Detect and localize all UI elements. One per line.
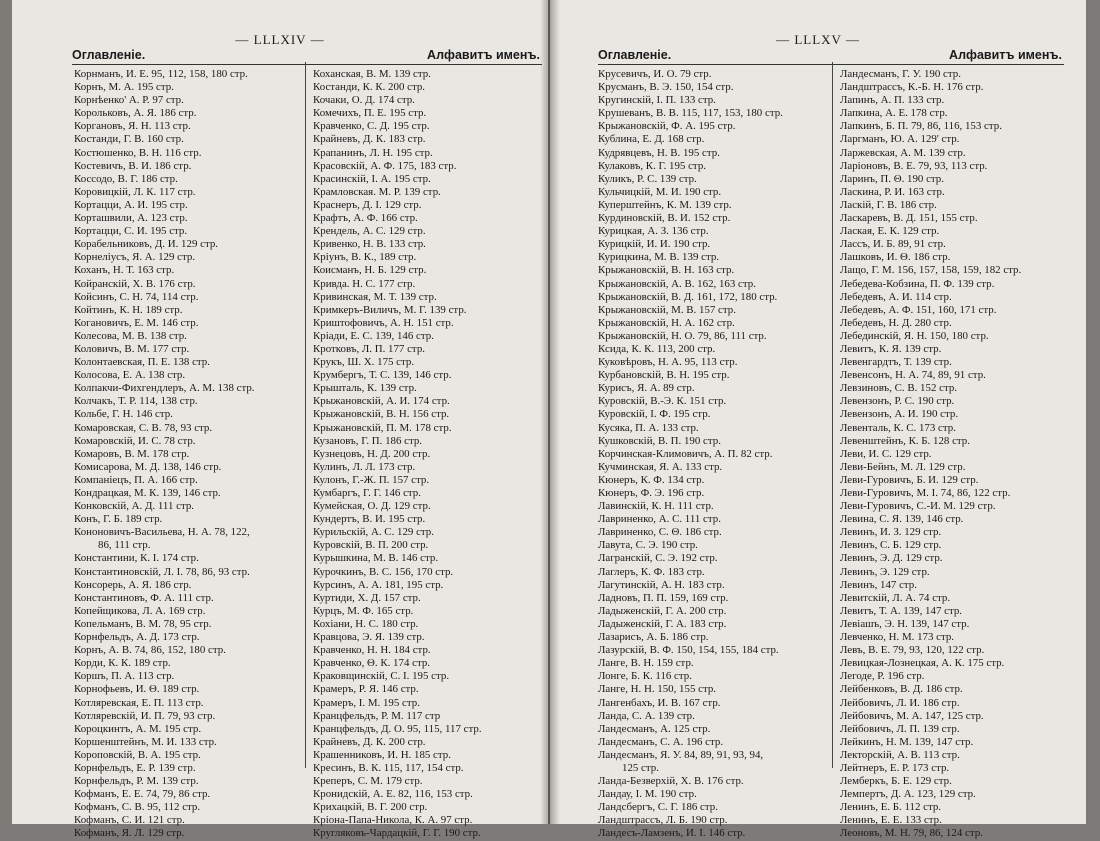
index-entry: Крыжановскій, М. В. 157 стр. (598, 303, 736, 316)
index-entry: Кравцова, Э. Я. 139 стр. (313, 631, 425, 644)
index-entry: Койсинъ, С. Н. 74, 114 стр. (74, 290, 199, 303)
index-entry: Ландесманъ, Г. У. 190 стр. (840, 68, 961, 80)
index-entry: Лашковъ, И. Θ. 186 стр. (840, 251, 951, 264)
index-entry: Лапкина, А. Е. 178 стр. (840, 107, 948, 120)
index-entry: Лавинскій, К. Н. 111 стр. (598, 500, 714, 513)
index-entry: Лащо, Г. М. 156, 157, 158, 159, 182 стр. (840, 264, 1022, 277)
index-entry: Ланда-Безверхій, Х. В. 176 стр. (598, 775, 744, 788)
index-entry: Лейбовичъ, М. А. 147, 125 стр. (840, 709, 984, 722)
header-rule (72, 64, 542, 65)
index-entry: 125 стр. (622, 761, 659, 774)
left-page (12, 0, 548, 840)
index-entry: Лагутинскій, А. Н. 183 стр. (598, 578, 725, 591)
index-entry: Крумбергъ, Т. С. 139, 146 стр. (313, 369, 452, 382)
index-entry: Крамеръ, Р. Я. 146 стр. (313, 683, 419, 696)
index-entry: Лапкинъ, Б. П. 79, 86, 116, 153 стр. (840, 120, 1002, 133)
index-entry: Копейщикова, Л. А. 169 стр. (74, 604, 206, 617)
index-entry: Кюнеръ, К. Ф. 134 стр. (598, 473, 705, 486)
index-entry: Лангенбахъ, И. В. 167 стр. (598, 696, 721, 709)
index-entry: Корташвили, А. 123 стр. (74, 212, 188, 225)
index-entry: Кравченко, Θ. К. 174 стр. (313, 657, 431, 670)
index-entry: Леви-Бейнъ, М. Л. 129 стр. (840, 460, 966, 473)
index-entry: Ларжевская, А. М. 139 стр. (840, 146, 966, 159)
index-entry: Кофманъ, Я. Л. 129 стр. (74, 827, 185, 840)
index-entry: Колонтаевская, П. Е. 138 стр. (74, 356, 210, 369)
index-entry: Курышкина, М. В. 146 стр. (313, 552, 439, 565)
index-entry: Крыжановскій, А. И. 174 стр. (313, 395, 450, 408)
index-entry: Ласкина, Р. И. 163 стр. (840, 185, 945, 198)
header-alphabet: Алфавитъ именъ. (427, 48, 540, 62)
index-entry: Кулаковъ, К. Г. 195 стр. (598, 159, 706, 172)
index-entry: Курицкая, А. З. 136 стр. (598, 225, 709, 238)
index-entry: Крыжановскій, П. М. 178 стр. (313, 421, 452, 434)
index-entry: Коханъ, Н. Т. 163 стр. (74, 264, 175, 277)
index-entry: Курочкинъ, В. С. 156, 170 стр. (313, 565, 454, 578)
index-entry: Кофманъ, С. И. 121 стр. (74, 814, 185, 827)
index-entry: Кучминская, Я. А. 133 стр. (598, 460, 723, 473)
index-entry: Кругляковъ-Чардацкій, Г. Г. 190 стр. (313, 827, 481, 840)
index-entry: Ландесманъ, С. А. 196 стр. (598, 735, 724, 748)
index-entry: Лазурскій, В. Ф. 150, 154, 155, 184 стр. (598, 644, 779, 657)
index-entry: Кундертъ, В. И. 195 стр. (313, 513, 426, 526)
index-entry: Колчакъ, Т. Р. 114, 138 стр. (74, 395, 198, 408)
index-entry: Куковѣровъ, Н. А. 95, 113 стр. (598, 356, 738, 369)
index-entry: Комаровъ, В. М. 178 стр. (74, 447, 190, 460)
index-entry: Крапанинъ, Л. Н. 195 стр. (313, 146, 433, 159)
index-entry: Левенгардтъ, Т. 139 стр. (840, 356, 952, 369)
header-alphabet: Алфавитъ именъ. (949, 48, 1062, 62)
index-entry: Кранцфельдъ, Р. М. 117 стр (313, 709, 441, 722)
index-entry: Левченко, Н. М. 173 стр. (840, 631, 955, 644)
index-entry: Конъ, Г. Б. 189 стр. (74, 513, 163, 526)
index-entry: Корнеліусъ, Я. А. 129 стр. (74, 251, 196, 264)
index-entry: Константиновскій, Л. І. 78, 86, 93 стр. (74, 565, 250, 578)
index-entry: Лейбовичъ, Л. И. 186 стр. (840, 696, 960, 709)
index-entry: Коисманъ, Н. Б. 129 стр. (313, 264, 427, 277)
index-entry: Лемпертъ, Д. А. 123, 129 стр. (840, 788, 976, 801)
index-entry: Ладыженскій, Г. А. 200 стр. (598, 604, 727, 617)
index-entry: Легоде, Р. 196 стр. (840, 670, 925, 683)
index-entry: Корабельниковъ, Д. И. 129 стр. (74, 238, 219, 251)
index-entry: Крыжановскій, В. Д. 161, 172, 180 стр. (598, 290, 778, 303)
column-divider (305, 62, 306, 768)
index-entry: Лебедевъ, А. И. 114 стр. (840, 290, 952, 303)
index-entry: Кушковскій, В. П. 190 стр. (598, 434, 721, 447)
index-entry: Корнфельдъ, А. Д. 173 стр. (74, 631, 200, 644)
index-entry: Кресинъ, В. К. 115, 117, 154 стр. (313, 761, 464, 774)
index-entry: Константини, К. І. 174 стр. (74, 552, 199, 565)
index-entry: Куровскій, І. Ф. 195 стр. (598, 408, 711, 421)
index-entry: Ландштрассъ, Л. Б. 190 стр. (598, 814, 728, 827)
index-entry: Корнѣенко' А. Р. 97 стр. (74, 94, 184, 107)
index-entry: Ландау, І. М. 190 стр. (598, 788, 697, 801)
index-entry: Короцкинтъ, А. М. 195 стр. (74, 722, 202, 735)
index-entry: Левензонъ, Р. С. 190 стр. (840, 395, 955, 408)
index-entry: Комаровская, С. В. 78, 93 стр. (74, 421, 213, 434)
page-number: — LLLXIV — (235, 32, 325, 47)
index-entry: Курдиновскій, В. И. 152 стр. (598, 212, 731, 225)
header-contents: Оглавленіе. (72, 48, 146, 62)
index-entry: Левитскій, Л. А. 74 стр. (840, 591, 951, 604)
index-entry: Красовскій, А. Ф. 175, 183 стр. (313, 159, 457, 172)
index-entry: Куровскій, В.-Э. К. 151 стр. (598, 395, 727, 408)
index-entry: Костанди, К. К. 200 стр. (313, 81, 426, 94)
index-entry: Колосова, Е. А. 138 стр. (74, 369, 186, 382)
index-entry: Колесова, М. В. 138 стр. (74, 329, 187, 342)
index-entry: Куперштейнъ, К. М. 139 стр. (598, 198, 732, 211)
index-entry: Лейкинъ, Н. М. 139, 147 стр. (840, 735, 974, 748)
index-entry: Комечихъ, П. Е. 195 стр. (313, 107, 427, 120)
index-entry: Ландесманъ, Я. У. 84, 89, 91, 93, 94, (598, 748, 764, 761)
index-entry: Кріунъ, В. К., 189 стр. (313, 251, 417, 264)
index-entry: Лебедева-Кобзина, П. Ф. 139 стр. (840, 277, 995, 290)
index-entry: Лассъ, И. Б. 89, 91 стр. (840, 238, 946, 251)
index-entry: Лавриненко, С. Θ. 186 стр. (598, 526, 722, 539)
index-entry: Кулонъ, Г.-Ж. П. 157 стр. (313, 473, 430, 486)
index-entry: Крусевичъ, И. О. 79 стр. (598, 68, 712, 80)
index-entry: Лагранскій, С. Э. 192 стр. (598, 552, 718, 565)
index-entry: Краковщинскій, С. І. 195 стр. (313, 670, 450, 683)
index-column-2 (840, 68, 1076, 841)
index-entry: Кохіани, Н. С. 180 стр. (313, 617, 419, 630)
index-entry: Крайневъ, Д. К. 183 стр. (313, 133, 426, 146)
index-column-1 (598, 68, 828, 841)
index-entry: Коханская, В. М. 139 стр. (313, 68, 431, 80)
index-entry: Левинъ, И. З. 129 стр. (840, 526, 942, 539)
index-entry: Котляревскій, И. П. 79, 93 стр. (74, 709, 216, 722)
index-entry: Крыжановскій, Н. А. 162 стр. (598, 316, 735, 329)
index-entry: Ланге, Н. Н. 150, 155 стр. (598, 683, 717, 696)
index-entry: Комисарова, М. Д. 138, 146 стр. (74, 460, 222, 473)
index-entry: Ларгманъ, Ю. А. 129' стр. (840, 133, 960, 146)
index-entry: Кронидскій, А. Е. 82, 116, 153 стр. (313, 788, 473, 801)
index-entry: Куртиди, Х. Д. 157 стр. (313, 591, 421, 604)
index-entry: Коргановъ, Я. Н. 113 стр. (74, 120, 191, 133)
index-entry: Левенсонъ, Н. А. 74, 89, 91 стр. (840, 369, 986, 382)
index-entry: Ласкій, Г. В. 186 стр. (840, 198, 937, 211)
index-entry: Кривда. Н. С. 177 стр. (313, 277, 416, 290)
index-entry: Крусманъ, В. Э. 150, 154 стр. (598, 81, 734, 94)
index-entry: Куликъ, Р. С. 139 стр. (598, 172, 697, 185)
index-entry: Корнманъ, И. Е. 95, 112, 158, 180 стр. (74, 68, 248, 80)
index-entry: Левъ, В. Е. 79, 93, 120, 122 стр. (840, 644, 985, 657)
index-entry: Кривинская, М. Т. 139 стр. (313, 290, 437, 303)
index-entry: Костевичъ, В. И. 186 стр. (74, 159, 192, 172)
index-entry: Левензонъ, А. И. 190 стр. (840, 408, 959, 421)
index-entry: Левенталь, К. С. 173 стр. (840, 421, 956, 434)
index-entry: Коссодо, В. Г. 186 стр. (74, 172, 178, 185)
index-entry: Костюшенко, В. Н. 116 стр. (74, 146, 202, 159)
index-entry: Конковскій, А. Д. 111 стр. (74, 500, 195, 513)
index-entry: Крыжановскій, В. Н. 163 стр. (598, 264, 735, 277)
index-entry: Левіашъ, Э. Н. 139, 147 стр. (840, 617, 970, 630)
index-entry: Корнфельдъ, Р. М. 139 стр. (74, 775, 199, 788)
index-entry: Креперъ, С. М. 179 стр. (313, 775, 423, 788)
index-entry: Корольковъ, А. Я. 186 стр. (74, 107, 197, 120)
header-rule (598, 64, 1064, 65)
index-entry: Крыжановскій, Н. О. 79, 86, 111 стр. (598, 329, 767, 342)
index-entry: Кортацци, С. И. 195 стр. (74, 225, 188, 238)
index-entry: Короповскій, В. А. 195 стр. (74, 748, 201, 761)
index-entry: Кофманъ, С. В. 95, 112 стр. (74, 801, 201, 814)
index-entry: Коршенштейнъ, М. И. 133 стр. (74, 735, 217, 748)
index-entry: Лебедевъ, Н. Д. 280 стр. (840, 316, 952, 329)
index-entry: Коловичъ, В. М. 177 стр. (74, 342, 190, 355)
index-entry: Курицкина, М. В. 139 стр. (598, 251, 720, 264)
index-entry: Левитъ, Т. А. 139, 147 стр. (840, 604, 963, 617)
index-entry: Лекторскій, А. В. 113 стр. (840, 748, 960, 761)
index-entry: Койранскій, Х. В. 176 стр. (74, 277, 196, 290)
index-entry: Ландсбергъ, С. Г. 186 стр. (598, 801, 718, 814)
index-entry: Леви-Гуровичъ, Б. И. 129 стр. (840, 473, 979, 486)
index-entry: Крамловская. М. Р. 139 стр. (313, 185, 441, 198)
index-column-2 (313, 68, 545, 841)
index-entry: Кротковъ, Л. П. 177 стр. (313, 342, 425, 355)
index-entry: Крафтъ, А. Ф. 166 стр. (313, 212, 418, 225)
index-entry: Кофманъ, Е. Е. 74, 79, 86 стр. (74, 788, 211, 801)
index-entry: Лаская, Е. К. 129 стр. (840, 225, 940, 238)
index-entry: Лонге, Б. К. 116 стр. (598, 670, 692, 683)
index-entry: Коршъ, П. А. 113 стр. (74, 670, 175, 683)
index-entry: Ланге, В. Н. 159 стр. (598, 657, 694, 670)
index-column-1 (74, 68, 306, 841)
index-entry: Лебединскій, Я. Н. 150, 180 стр. (840, 329, 989, 342)
header-contents: Оглавленіе. (598, 48, 672, 62)
index-entry: 86, 111 стр. (98, 539, 151, 552)
index-entry: Ларинъ, П. Θ. 190 стр. (840, 172, 944, 185)
index-entry: Кругинскій, І. П. 133 стр. (598, 94, 716, 107)
index-entry: Курицкій, И. И. 190 стр. (598, 238, 711, 251)
page-number: — LLLXV — (776, 32, 860, 47)
index-entry: Кюнеръ, Ф. Э. 196 стр. (598, 487, 705, 499)
index-entry: Колпакчи-Фихгендлеръ, А. М. 138 стр. (74, 382, 255, 395)
index-entry: Кульчицкій, М. И. 190 стр. (598, 185, 722, 198)
book-gutter (540, 0, 560, 824)
index-entry: Крихацкій, В. Г. 200 стр. (313, 801, 428, 814)
index-entry: Курбановскій, В. Н. 195 стр. (598, 369, 730, 382)
index-entry: Крыжановскій, Ф. А. 195 стр. (598, 120, 736, 133)
index-entry: Кранцфельдъ, Д. О. 95, 115, 117 стр. (313, 722, 482, 735)
index-entry: Ладыженскій, Г. А. 183 стр. (598, 617, 727, 630)
index-entry: Левина, С. Я. 139, 146 стр. (840, 513, 964, 526)
right-page (550, 0, 1086, 840)
index-entry: Левзиновъ, С. В. 152 стр. (840, 382, 958, 395)
index-entry: Консорерь, А. Я. 186 стр. (74, 578, 192, 591)
index-entry: Крушеванъ, В. В. 115, 117, 153, 180 стр. (598, 107, 783, 120)
index-entry: Котляревская, Е. П. 113 стр. (74, 696, 204, 709)
index-entry: Красинскій, І. А. 195 стр. (313, 172, 431, 185)
index-entry: Лебедевъ, А. Ф. 151, 160, 171 стр. (840, 303, 997, 316)
index-entry: Когановичъ, Е. М. 146 стр. (74, 316, 199, 329)
index-entry: Лейбенковъ, В. Д. 186 стр. (840, 683, 963, 696)
index-entry: Лейбовичъ, Л. П. 139 стр. (840, 722, 960, 735)
index-entry: Куровскій, В. П. 200 стр. (313, 539, 429, 552)
index-entry: Кривенко, Н. В. 133 стр. (313, 238, 426, 251)
index-entry: Леви, И. С. 129 стр. (840, 447, 932, 460)
index-entry: Кондрацкая, М. К. 139, 146 стр. (74, 487, 221, 499)
index-entry: Корнъ, А. В. 74, 86, 152, 180 стр. (74, 644, 226, 657)
index-entry: Лемберкъ, Б. Е. 129 стр. (840, 775, 952, 788)
index-entry: Крыжановскій, А. В. 162, 163 стр. (598, 277, 756, 290)
index-entry: Кріади, Е. С. 139, 146 стр. (313, 329, 434, 342)
index-entry: Ксида, К. К. 113, 200 стр. (598, 342, 716, 355)
index-entry: Криштофовичъ, А. Н. 151 стр. (313, 316, 454, 329)
index-entry: Кублина, Е. Д. 168 стр. (598, 133, 705, 146)
index-entry: Кравченко, С. Д. 195 стр. (313, 120, 430, 133)
index-entry: Кумбаргъ, Г. Г. 146 стр. (313, 487, 421, 499)
index-entry: Курцъ, М. Ф. 165 стр. (313, 604, 414, 617)
index-entry: Коровицкій, Л. К. 117 стр. (74, 185, 196, 198)
index-entry: Лаглеръ, К. Ф. 183 стр. (598, 565, 705, 578)
index-entry: Костанди, Г. В. 160 стр. (74, 133, 184, 146)
index-entry: Ладновъ, П. П. 159, 169 стр. (598, 591, 729, 604)
index-entry: Кумейская, О. Д. 129 стр. (313, 500, 431, 513)
index-entry: Левитъ, К. Я. 139 стр. (840, 342, 942, 355)
index-entry: Кулинъ, Л. Л. 173 стр. (313, 460, 416, 473)
index-entry: Кусяка, П. А. 133 стр. (598, 421, 699, 434)
index-entry: Леви-Гуровичъ, М. І. 74, 86, 122 стр. (840, 487, 1011, 499)
index-entry: Корнофьевъ, И. Θ. 189 стр. (74, 683, 200, 696)
index-entry: Копельманъ, В. М. 78, 95 стр. (74, 617, 212, 630)
index-entry: Крыжановскій, В. Н. 156 стр. (313, 408, 450, 421)
index-entry: Койтинъ, К. Н. 189 стр. (74, 303, 183, 316)
index-entry: Кудрявцевъ, Н. В. 195 стр. (598, 146, 720, 159)
index-entry: Курильскій, А. С. 129 стр. (313, 526, 434, 539)
index-entry: Крышталь, К. 139 стр. (313, 382, 417, 395)
index-entry: Лейтнеръ, Е. Р. 173 стр. (840, 761, 950, 774)
index-entry: Краснеръ, Д. І. 129 стр. (313, 198, 422, 211)
index-entry: Лапинъ, А. П. 133 стр. (840, 94, 945, 107)
index-entry: Левинъ, 147 стр. (840, 578, 917, 591)
index-entry: Крамеръ, І. М. 195 стр. (313, 696, 420, 709)
index-entry: Корнъ, М. А. 195 стр. (74, 81, 174, 94)
index-entry: Лазарисъ, А. Б. 186 стр. (598, 631, 709, 644)
index-entry: Кравченко, Н. Н. 184 стр. (313, 644, 431, 657)
index-entry: Ленинъ, Е. Б. 112 стр. (840, 801, 942, 814)
index-entry: Крукъ, Ш. Х. 175 стр. (313, 356, 415, 369)
index-entry: Левенштейнъ, К. Б. 128 стр. (840, 434, 970, 447)
index-entry: Крайневъ, Д. К. 200 стр. (313, 735, 426, 748)
index-entry: Левицкая-Лознецкая, А. К. 175 стр. (840, 657, 1005, 670)
index-entry: Курисъ, Я. А. 89 стр. (598, 382, 695, 395)
index-entry: Кузнецовъ, Н. Д. 200 стр. (313, 447, 431, 460)
index-entry: Ларіоновъ, В. Е. 79, 93, 113 стр. (840, 159, 988, 172)
index-entry: Ланда, С. А. 139 стр. (598, 709, 695, 722)
index-entry: Крендель, А. С. 129 стр. (313, 225, 426, 238)
index-entry: Константиновъ, Ф. А. 111 стр. (74, 591, 214, 604)
index-entry: Ласкаревъ, В. Д. 151, 155 стр. (840, 212, 978, 225)
index-entry: Кочаки, О. Д. 174 стр. (313, 94, 415, 107)
index-entry: Кримкеръ-Виличъ, М. Г. 139 стр. (313, 303, 467, 316)
index-entry: Лавриненко, А. С. 111 стр. (598, 513, 721, 526)
index-entry: Кононовичъ-Васильева, Н. А. 78, 122, (74, 526, 250, 539)
index-entry: Кріона-Папа-Никола, К. А. 97 стр. (313, 814, 473, 827)
index-entry: Курсинъ, А. А. 181, 195 стр. (313, 578, 444, 591)
index-entry: Ландштрассъ, К.-Б. Н. 176 стр. (840, 81, 984, 94)
index-entry: Леоновъ, М. Н. 79, 86, 124 стр. (840, 827, 983, 840)
column-divider (832, 62, 833, 768)
index-entry: Крашенниковъ, И. Н. 185 стр. (313, 748, 451, 761)
index-entry: Левинъ, Э. 129 стр. (840, 565, 930, 578)
index-entry: Леви-Гуровичъ, С.-И. М. 129 стр. (840, 500, 996, 513)
index-entry: Корди, К. К. 189 стр. (74, 657, 171, 670)
index-entry: Кортацци, А. И. 195 стр. (74, 198, 188, 211)
index-entry: Левинъ, С. Б. 129 стр. (840, 539, 942, 552)
index-entry: Левинъ, Э. Д. 129 стр. (840, 552, 943, 565)
index-entry: Кольбе, Г. Н. 146 стр. (74, 408, 173, 421)
index-entry: Ленинъ, Е. Е. 133 стр. (840, 814, 942, 827)
index-entry: Компаніецъ, П. А. 166 стр. (74, 473, 198, 486)
index-entry: Корнфельдъ, Е. Р. 139 стр. (74, 761, 196, 774)
index-entry: Ландесманъ, А. 125 стр. (598, 722, 711, 735)
index-entry: Ландесъ-Ламзенъ, И. І. 146 стр. (598, 827, 746, 840)
index-entry: Кузановъ, Г. П. 186 стр. (313, 434, 423, 447)
index-entry: Комаровскій, И. С. 78 стр. (74, 434, 196, 447)
index-entry: Корчинская-Климовичъ, А. П. 82 стр. (598, 447, 773, 460)
index-entry: Лавута, С. Э. 190 стр. (598, 539, 698, 552)
